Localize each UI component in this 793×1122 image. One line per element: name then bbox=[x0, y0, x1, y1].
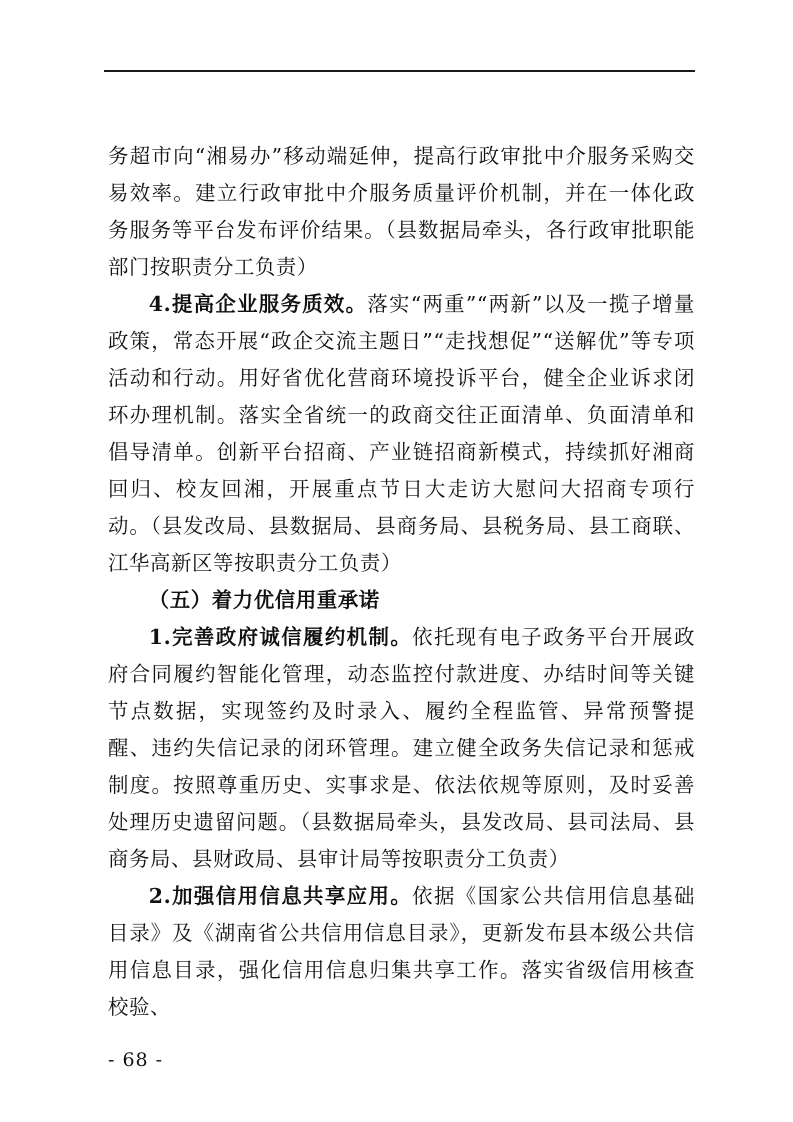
section-heading: （五）着力优信用重承诺 bbox=[148, 588, 380, 612]
header-rule bbox=[104, 70, 695, 72]
item-paragraph-enterprise-service bbox=[108, 286, 695, 582]
paragraph-lead: 1.完善政府诚信履约机制。 bbox=[148, 625, 413, 649]
document-body bbox=[108, 138, 695, 1026]
paragraph-text: 落实“两重”“两新”以及一揽子增量政策，常态开展“政企交流主题日”“走找想促”“送解优”等专项活动和行动。用好省优化营商环境投诉平台，健全企业诉求闭环办理机制。落实全省统一的政商交往正面清单、负面清单和倡导清单。创新平台招商、产业链招商新模式，持续抓好湘商回归、校友回湘，开展重点节日大走访大慰问大招商专项行动。（县发改局、县数据局、县商务局、县税务局、县工商联、江华高新区等按职责分工负责） bbox=[108, 292, 695, 575]
page-number: - 68 - bbox=[108, 1049, 164, 1071]
paragraph-lead: 4.提高企业服务质效。 bbox=[148, 292, 368, 316]
item-paragraph-credit-sharing bbox=[108, 878, 695, 1026]
paragraph-text: 依据《国家公共信用信息基础目录》及《湖南省公共信用信息目录》，更新发布县本级公共信用信息目录，强化信用信息归集共享工作。落实省级信用核查校验、 bbox=[108, 884, 695, 1019]
continuation-paragraph bbox=[108, 138, 695, 286]
paragraph-text: 务超市向“湘易办”移动端延伸，提高行政审批中介服务采购交易效率。建立行政审批中介服务质量评价机制，并在一体化政务服务等平台发布评价结果。（县数据局牵头，各行政审批职能部门按职责分工负责） bbox=[108, 144, 695, 279]
item-paragraph-government-credit bbox=[108, 619, 695, 878]
paragraph-lead: 2.加强信用信息共享应用。 bbox=[148, 884, 413, 908]
paragraph-text: 依托现有电子政务平台开展政府合同履约智能化管理，动态监控付款进度、办结时间等关键节点数据，实现签约及时录入、履约全程监管、异常预警提醒、违约失信记录的闭环管理。建立健全政务失信记录和惩戒制度。按照尊重历史、实事求是、依法依规等原则，及时妥善处理历史遗留问题。（县数据局牵头，县发改局、县司法局、县商务局、县财政局、县审计局等按职责分工负责） bbox=[108, 625, 695, 871]
